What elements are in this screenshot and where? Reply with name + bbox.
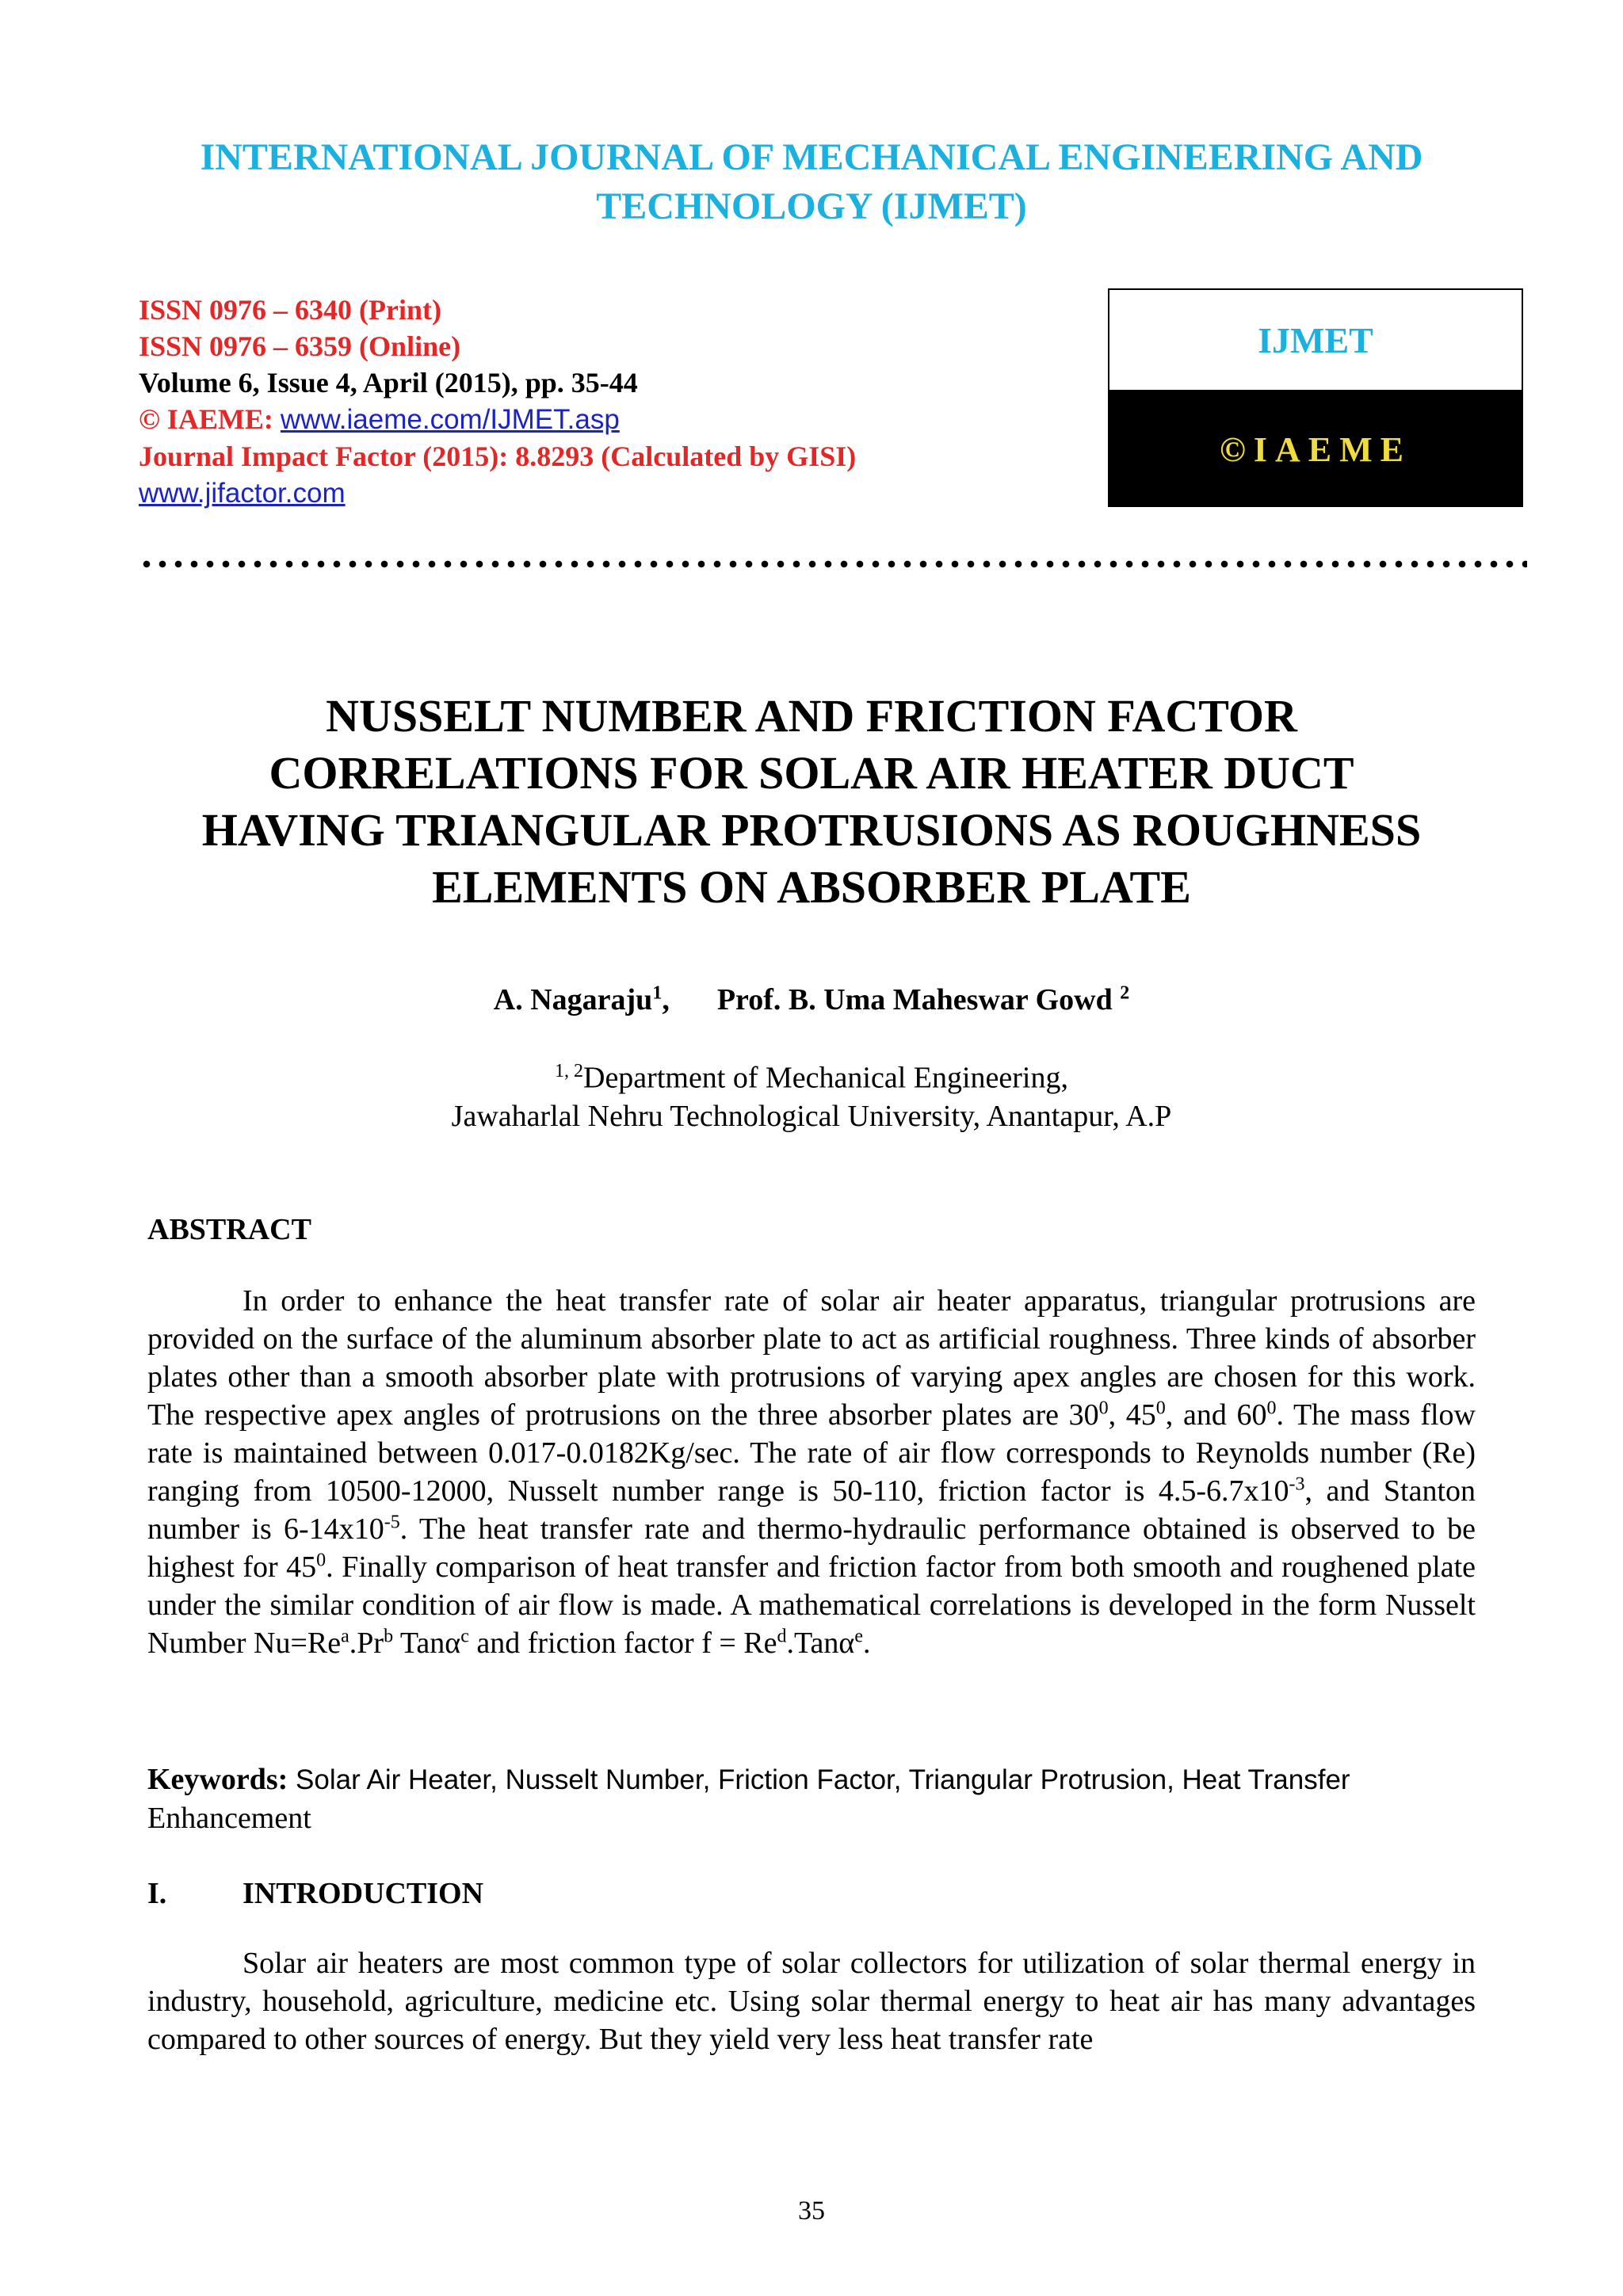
author-1-sup: 1 [652,982,663,1004]
impact-factor: Journal Impact Factor (2015): 8.8293 (Calculated by GISI) [139,441,857,472]
ijmet-logo-text: IJMET [1258,319,1373,360]
journal-title [0,133,1623,231]
keywords [147,1760,1476,1837]
paper-title [0,688,1623,916]
journal-title-line1: INTERNATIONAL JOURNAL OF MECHANICAL ENGINEERING AND [200,136,1423,178]
issn-print: ISSN 0976 – 6340 (Print) [139,294,442,326]
jifactor-link[interactable]: www.jifactor.com [139,478,346,509]
page-number: 35 [798,2196,825,2225]
affiliation-sup: 1, 2 [555,1061,583,1081]
abstract-text: In order to enhance the heat transfer rate of solar air heater apparatus, triangular protrusions are provided on the surface of the aluminum absorber plate to act as artificial roughness. Three kinds of absorber plates other than a smooth absorber plate with protrusions of varying apex angles are chosen for this work. The respective apex angles of protrusions on the three absorber plates are $30^0$, $45^0$, and $60^0$. The mass flow rate is maintained between 0.017-0.0182Kg/sec. The rate of air flow corresponds to Reynolds number (Re) ranging from 10500-12000, Nusselt number range is 50-110, friction factor is $4.5-6.7x10^{-3}$, and Stanton number is $6-14x10^{-5}$. The heat transfer rate and thermo-hydraulic performance obtained is observed to be highest for $45^0$. Finally comparison of heat transfer and friction factor from both smooth and roughened plate under the similar condition of air flow is made. A mathematical correlations is developed in the form Nusselt Number $Nu=Re^a.Pr^b$ Tanα$^c$ and friction factor $f = Re^d.Tan\alpha^e$. [147,1284,1476,1660]
journal-title-line2: TECHNOLOGY (IJMET) [596,185,1027,227]
department: Department of Mechanical Engineering, [583,1061,1068,1095]
paper-title-line3: HAVING TRIANGULAR PROTRUSIONS AS ROUGHNESS [201,804,1422,856]
issn-block [139,292,856,512]
paper-title-line4: ELEMENTS ON ABSORBER PLATE [432,861,1191,913]
paper-title-line2: CORRELATIONS FOR SOLAR AIR HEATER DUCT [269,747,1354,799]
author-1-comma: , [662,983,670,1016]
section-number: I. [147,1877,167,1910]
keywords-label: Keywords: [147,1763,288,1796]
iaeme-logo-box [1108,391,1523,507]
issn-online: ISSN 0976 – 6359 (Online) [139,330,461,362]
keywords-text-line2: Enhancement [147,1802,311,1835]
university: Jawaharlal Nehru Technological University, Anantapur, A.P [451,1099,1172,1133]
author-2: Prof. B. Uma Maheswar Gowd [716,983,1113,1016]
iaeme-label: © IAEME: [139,403,273,435]
authors [0,982,1623,1017]
introduction-heading [147,1876,483,1911]
affiliation [0,1052,1623,1135]
iaeme-logo-text: ©IAEME [1220,429,1411,469]
keywords-text: Solar Air Heater, Nusselt Number, Friction Factor, Triangular Protrusion, Heat Transfer [288,1764,1350,1795]
abstract-heading: ABSTRACT [147,1213,311,1246]
iaeme-line [139,401,856,438]
volume-info: Volume 6, Issue 4, April (2015), pp. 35-44 [139,367,638,399]
iaeme-link[interactable]: www.iaeme.com/IJMET.asp [280,404,620,435]
dotted-divider [139,559,1527,570]
author-2-sup: 2 [1120,982,1130,1004]
section-title: INTRODUCTION [242,1877,484,1910]
ijmet-logo-box [1108,288,1523,391]
author-1: A. Nagaraju [493,983,653,1016]
paper-title-line1: NUSSELT NUMBER AND FRICTION FACTOR [326,690,1297,742]
introduction-text: Solar air heaters are most common type of solar collectors for utilization of solar thermal energy in industry, household, agriculture, medicine etc. Using solar thermal energy to heat air has many advantages compared to other sources of energy. But they yield very less heat transfer rate [147,1947,1476,2056]
